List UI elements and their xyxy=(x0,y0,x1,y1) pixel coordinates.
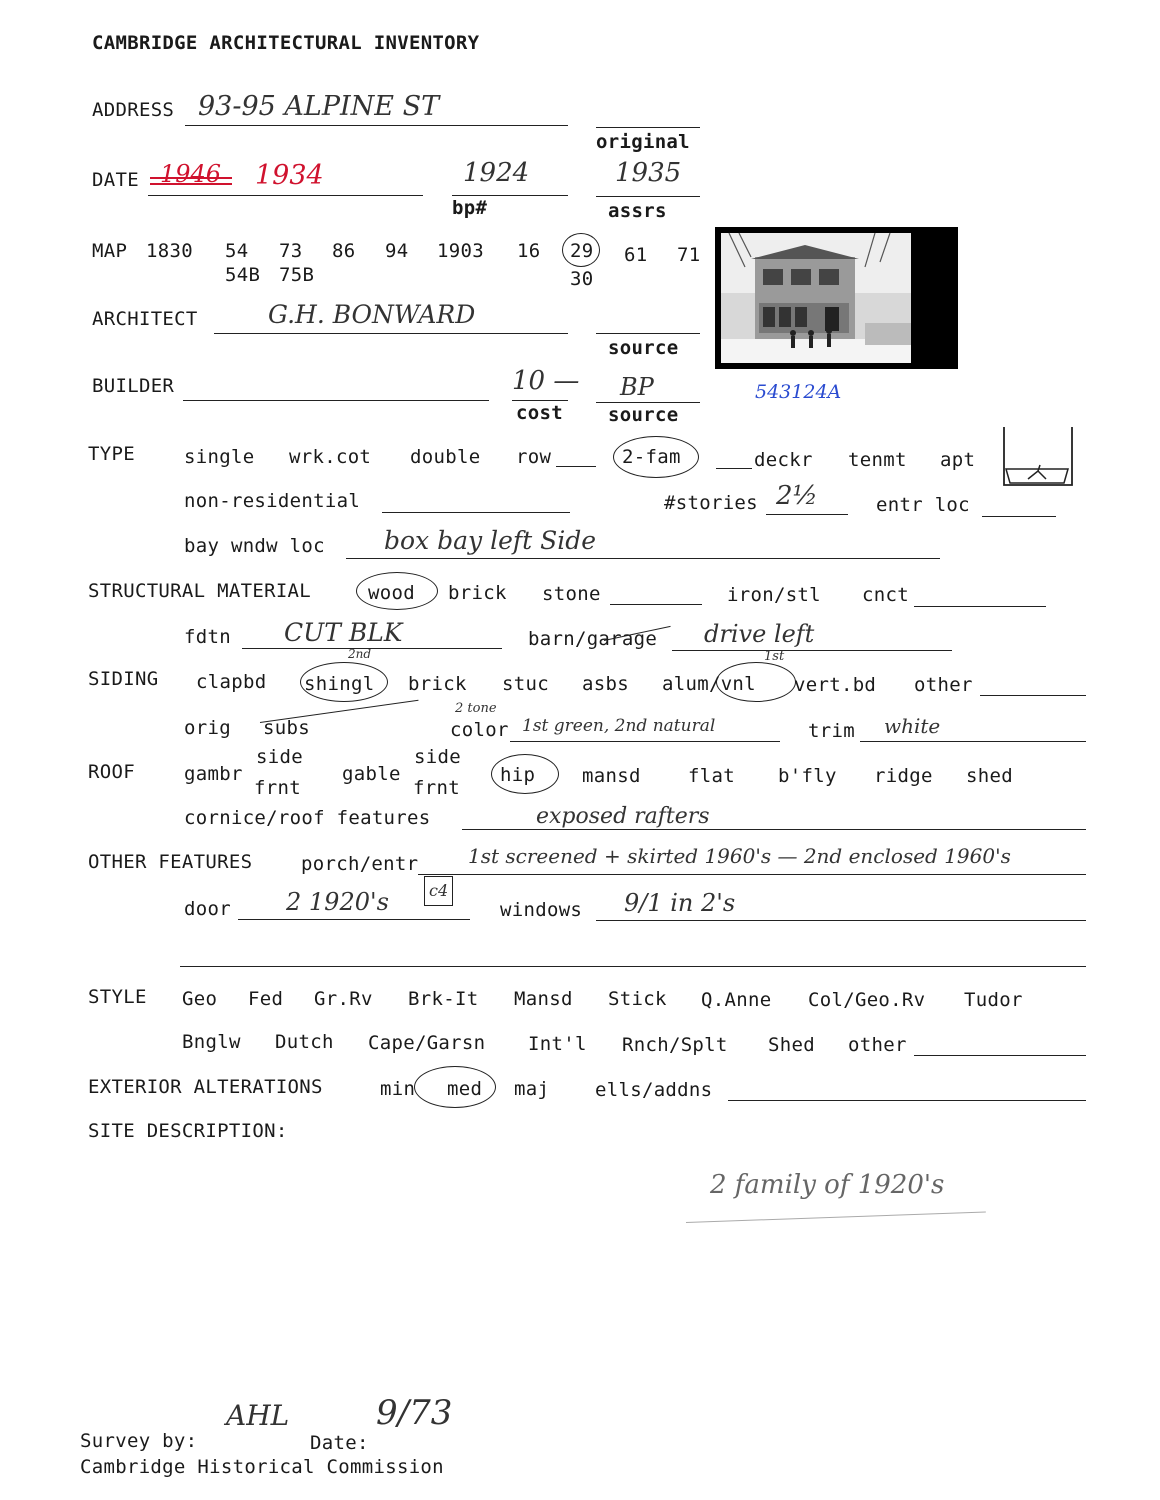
style-dutch[interactable]: Dutch xyxy=(275,1031,334,1053)
style-intl[interactable]: Int'l xyxy=(528,1033,587,1055)
structural-cnct-line xyxy=(914,606,1046,607)
structural-wood-circle xyxy=(356,572,438,610)
siding-shingl-note: 2nd xyxy=(348,647,372,661)
builder-cost-value[interactable]: 10 — xyxy=(512,366,580,396)
assrs-line xyxy=(596,196,700,197)
builder-line xyxy=(183,400,489,401)
survey-date-label: Date: xyxy=(310,1432,369,1454)
type-row-line xyxy=(556,466,596,467)
exterior-maj[interactable]: maj xyxy=(514,1078,550,1100)
style-other[interactable]: other xyxy=(848,1034,907,1056)
exterior-min[interactable]: min xyxy=(380,1078,416,1100)
type-2-fam-circle xyxy=(613,436,699,478)
fdtn-line xyxy=(242,648,502,649)
map-86: 86 xyxy=(332,240,356,262)
style-tudor[interactable]: Tudor xyxy=(964,989,1023,1011)
porch-entr-line xyxy=(418,874,1086,875)
site-description-note[interactable]: 2 family of 1920's xyxy=(710,1170,945,1200)
survey-by-label: Survey by: xyxy=(80,1430,198,1452)
nonresidential-label: non-residential xyxy=(184,490,361,512)
roof-gable-frnt[interactable]: frnt xyxy=(413,777,460,799)
structural-label: STRUCTURAL MATERIAL xyxy=(88,580,312,602)
siding-stuc[interactable]: stuc xyxy=(502,673,549,695)
entr-loc-label: entr loc xyxy=(876,494,970,516)
style-label: STYLE xyxy=(88,986,147,1008)
map-30: 30 xyxy=(570,268,594,290)
map-16: 16 xyxy=(517,240,541,262)
siding-color-value[interactable]: 1st green, 2nd natural xyxy=(522,716,716,736)
date-label: DATE xyxy=(92,169,139,191)
cornice-label: cornice/roof features xyxy=(184,807,431,829)
roof-gambr-side[interactable]: side xyxy=(256,746,303,768)
door-value[interactable]: 2 1920's xyxy=(286,888,389,916)
address-label: ADDRESS xyxy=(92,99,175,121)
fdtn-label: fdtn xyxy=(184,626,231,648)
type-tenmt[interactable]: tenmt xyxy=(848,449,907,471)
date-strike-mark-2 xyxy=(150,183,232,185)
bay-window-label: bay wndw loc xyxy=(184,535,325,557)
roof-gable-side[interactable]: side xyxy=(414,746,461,768)
map-label: MAP xyxy=(92,240,128,262)
site-note-underline xyxy=(686,1212,986,1223)
stories-label: #stories xyxy=(664,492,758,514)
roof-bfly[interactable]: b'fly xyxy=(778,765,837,787)
map-71: 71 xyxy=(677,244,701,266)
builder-source-line xyxy=(596,402,700,403)
exterior-alterations-label: EXTERIOR ALTERATIONS xyxy=(88,1076,323,1098)
type-single[interactable]: single xyxy=(184,446,255,468)
style-brk-it[interactable]: Brk-It xyxy=(408,988,479,1010)
style-shed[interactable]: Shed xyxy=(768,1034,815,1056)
builder-cost-line xyxy=(512,400,568,401)
bp-label: bp# xyxy=(452,197,488,219)
style-other-line xyxy=(914,1055,1086,1056)
exterior-med[interactable]: med xyxy=(447,1078,483,1100)
entry-location-sketch xyxy=(998,425,1078,497)
style-cape-garsn[interactable]: Cape/Garsn xyxy=(368,1032,486,1054)
assrs-value[interactable]: 1935 xyxy=(615,158,682,188)
siding-shingl-circle xyxy=(300,662,388,702)
site-description-label: SITE DESCRIPTION: xyxy=(88,1120,288,1142)
builder-cost-label: cost xyxy=(516,402,563,424)
map-73: 73 xyxy=(279,240,303,262)
architect-label: ARCHITECT xyxy=(92,308,198,330)
siding-shingl[interactable]: shingl xyxy=(304,673,375,695)
ells-addns-label: ells/addns xyxy=(595,1079,713,1101)
type-double[interactable]: double xyxy=(410,446,481,468)
roof-flat[interactable]: flat xyxy=(688,765,735,787)
date-struck-value: 1946 xyxy=(160,160,222,188)
barn-garage-value[interactable]: drive left xyxy=(704,620,815,648)
structural-stone[interactable]: stone xyxy=(542,583,601,605)
bay-window-value[interactable]: box bay left Side xyxy=(384,526,597,555)
style-rnch-splt[interactable]: Rnch/Splt xyxy=(622,1034,728,1056)
siding-subs-label[interactable]: subs xyxy=(263,717,310,739)
structural-iron-stl[interactable]: iron/stl xyxy=(727,584,821,606)
style-col-geo-rv[interactable]: Col/Geo.Rv xyxy=(808,989,926,1011)
roof-gambr-frnt[interactable]: frnt xyxy=(254,777,301,799)
architect-line xyxy=(214,333,568,334)
siding-brick[interactable]: brick xyxy=(408,673,467,695)
date-line xyxy=(148,195,423,196)
other-features-blank-line xyxy=(180,966,1086,967)
bay-window-line xyxy=(346,558,940,559)
other-features-label: OTHER FEATURES xyxy=(88,851,253,873)
roof-shed[interactable]: shed xyxy=(966,765,1013,787)
trim-value[interactable]: white xyxy=(884,714,941,738)
architect-source-line xyxy=(596,333,700,334)
style-geo[interactable]: Geo xyxy=(182,988,218,1010)
style-gr-rv[interactable]: Gr.Rv xyxy=(314,988,373,1010)
stories-line xyxy=(766,514,848,515)
type-wrk-cot[interactable]: wrk.cot xyxy=(289,446,372,468)
survey-by-value[interactable]: AHL xyxy=(226,1399,290,1432)
roof-ridge[interactable]: ridge xyxy=(874,765,933,787)
door-line xyxy=(238,919,470,920)
siding-asbs[interactable]: asbs xyxy=(582,673,629,695)
siding-color-note: 2 tone xyxy=(455,701,497,716)
architect-value[interactable]: G.H. BONWARD xyxy=(268,300,476,329)
siding-other-line xyxy=(980,695,1086,696)
type-row[interactable]: row xyxy=(516,446,552,468)
map-75b: 75B xyxy=(279,264,315,286)
porch-entr-label: porch/entr xyxy=(301,853,419,875)
windows-label: windows xyxy=(500,899,583,921)
map-54b: 54B xyxy=(225,264,261,286)
door-box-note: c4 xyxy=(424,876,453,906)
windows-value[interactable]: 9/1 in 2's xyxy=(624,889,736,917)
roof-gambr[interactable]: gambr xyxy=(184,763,243,785)
survey-date-value[interactable]: 9/73 xyxy=(376,1393,453,1433)
cornice-value[interactable]: exposed rafters xyxy=(536,804,710,829)
trim-label: trim xyxy=(808,720,855,742)
style-q-anne[interactable]: Q.Anne xyxy=(701,989,772,1011)
style-stick[interactable]: Stick xyxy=(608,988,667,1010)
barn-garage-label: barn/garage xyxy=(528,628,658,650)
map-1830: 1830 xyxy=(146,240,193,262)
cornice-line xyxy=(462,829,1086,830)
bp-value[interactable]: 1924 xyxy=(463,158,530,188)
siding-color-label: color xyxy=(450,719,509,741)
type-apt[interactable]: apt xyxy=(940,449,976,471)
type-2-fam[interactable]: 2-fam xyxy=(622,446,681,468)
original-label: original xyxy=(596,131,690,153)
structural-brick[interactable]: brick xyxy=(448,582,507,604)
builder-source-label: source xyxy=(608,404,679,426)
map-29-circle xyxy=(562,233,600,267)
stories-value[interactable]: 2½ xyxy=(776,481,818,511)
form-title: CAMBRIDGE ARCHITECTURAL INVENTORY xyxy=(92,32,480,54)
entr-loc-line xyxy=(982,516,1056,517)
roof-label: ROOF xyxy=(88,761,135,783)
siding-vert-bd[interactable]: vert.bd xyxy=(794,674,877,696)
style-fed[interactable]: Fed xyxy=(248,988,284,1010)
bp-line xyxy=(452,195,568,196)
map-94: 94 xyxy=(385,240,409,262)
roof-gable[interactable]: gable xyxy=(342,763,401,785)
commission-name: Cambridge Historical Commission xyxy=(80,1456,444,1478)
door-label: door xyxy=(184,898,231,920)
structural-stone-line xyxy=(610,604,702,605)
map-29[interactable]: 29 xyxy=(570,240,594,262)
trim-line xyxy=(860,741,1086,742)
house-photo xyxy=(715,227,958,369)
fdtn-value[interactable]: CUT BLK xyxy=(284,618,403,647)
type-deckr-line xyxy=(716,468,752,469)
barn-garage-line xyxy=(672,650,952,651)
style-bnglw[interactable]: Bnglw xyxy=(182,1031,241,1053)
siding-orig-label: orig xyxy=(184,717,231,739)
map-61: 61 xyxy=(624,244,648,266)
siding-alum-vnl[interactable]: alum/vnl xyxy=(662,673,756,695)
siding-clapbd[interactable]: clapbd xyxy=(196,671,267,693)
siding-vnl-note: 1st xyxy=(764,649,785,664)
type-deckr[interactable]: deckr xyxy=(754,449,813,471)
assrs-label: assrs xyxy=(608,200,667,222)
siding-vnl-circle xyxy=(716,662,796,702)
original-top-line xyxy=(596,127,700,128)
map-1903: 1903 xyxy=(437,240,484,262)
address-line xyxy=(185,125,568,126)
address-value[interactable]: 93-95 ALPINE ST xyxy=(198,91,440,122)
siding-subs-mark xyxy=(260,700,419,723)
structural-wood[interactable]: wood xyxy=(368,582,415,604)
builder-label: BUILDER xyxy=(92,375,175,397)
photo-id: 543124A xyxy=(755,381,842,403)
siding-label: SIDING xyxy=(88,668,159,690)
nonresidential-line xyxy=(382,512,570,513)
architect-source-label: source xyxy=(608,337,679,359)
type-label: TYPE xyxy=(88,443,135,465)
siding-color-line xyxy=(510,741,780,742)
date-strike-mark xyxy=(150,177,232,179)
exterior-med-circle xyxy=(414,1066,496,1108)
ells-addns-line xyxy=(728,1100,1086,1101)
style-mansd[interactable]: Mansd xyxy=(514,988,573,1010)
map-54: 54 xyxy=(225,240,249,262)
siding-other[interactable]: other xyxy=(914,674,973,696)
builder-source-value[interactable]: BP xyxy=(620,373,654,401)
date-value[interactable]: 1934 xyxy=(255,160,324,191)
windows-line xyxy=(596,920,1086,921)
roof-mansd[interactable]: mansd xyxy=(582,765,641,787)
roof-hip-circle xyxy=(491,754,559,794)
roof-hip[interactable]: hip xyxy=(500,764,536,786)
porch-entr-value[interactable]: 1st screened + skirted 1960's — 2nd enclosed 1960's xyxy=(468,844,1011,868)
structural-cnct[interactable]: cnct xyxy=(862,584,909,606)
